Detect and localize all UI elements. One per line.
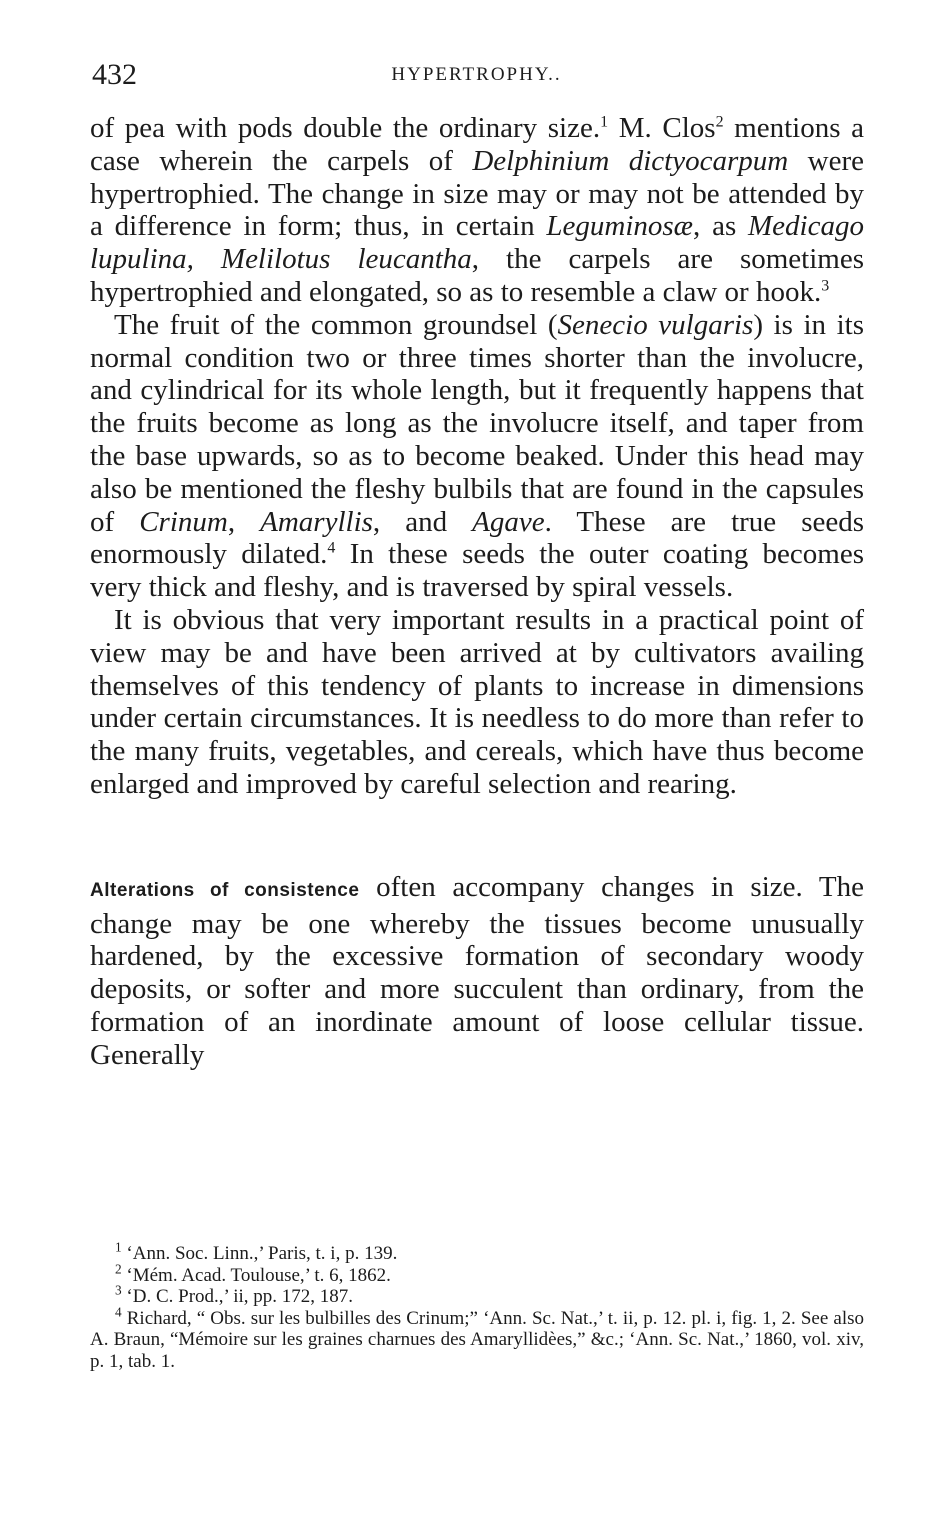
footnote-text: ‘D. C. Prod.,’ ii, pp. 172, 187. xyxy=(121,1286,353,1308)
italic-term: Medicago lupulina, Melilotus leucantha xyxy=(90,210,864,276)
paragraph-1 xyxy=(90,112,864,309)
footnote-text: Richard, “ Obs. sur les bulbilles des Crinum;” ‘Ann. Sc. Nat.,’ t. ii, p. 12. pl. i, fig. 1, 2. See also A. Braun, “Mémoire sur les graines charnues des Amaryllidèes,” &c.; ‘Ann. Sc. Nat.,’ 1860, vol. xiv, p. 1, tab. 1. xyxy=(90,1307,864,1372)
footnote-mark: 3 xyxy=(115,1282,122,1298)
text-run: of pea with pods double the ordinary size. xyxy=(90,112,601,144)
paragraph-3: It is obvious that very important results in a practical point of view may be and have been arrived at by cultivators availing themselves of this tendency of plants to increase in dimensions under certain circumstances. It is needless to do more than refer to the many fruits, vegetables, and cereals, which have thus become enlarged and improved by careful selection and rearing. xyxy=(90,603,864,800)
footnote-mark: 4 xyxy=(115,1304,122,1320)
paragraph-4 xyxy=(90,871,864,1072)
footnotes xyxy=(90,1239,864,1373)
italic-term: Agave xyxy=(472,505,545,538)
italic-term: Leguminosæ xyxy=(546,210,694,243)
footnote-2 xyxy=(90,1261,864,1287)
text-run: mentions a case wherein the carpels of xyxy=(90,112,864,177)
text-run: In these seeds the outer coating becomes very thick and fleshy, and is traversed by spiral vessels. xyxy=(90,538,865,604)
text-run: ) is in its normal condition two or three times shorter than the involucre, and cylindrical for its whole length, but it frequently happens that the fruits become as long as the involucre itself, and taper from the base upwards, so as to become beaked. Under this head may also be mentioned the fleshy bulbils that are found in the capsules of xyxy=(90,308,864,538)
footnote-mark: 1 xyxy=(115,1239,122,1255)
text-run: were hypertrophied. The change in size may or may not be attended by a difference in form; thus, in certain xyxy=(90,144,864,243)
running-head: HYPERTROPHY.. xyxy=(391,64,562,85)
footnote-ref-1: 1 xyxy=(600,113,609,131)
italic-term: Senecio vulgaris xyxy=(557,308,754,341)
run-in-heading: Alterations of consistence xyxy=(90,879,360,901)
footnote-ref-3: 3 xyxy=(821,277,830,295)
footnote-ref-4: 4 xyxy=(327,539,336,557)
footnote-text: ‘Ann. Soc. Linn.,’ Paris, t. i, p. 139. xyxy=(121,1243,398,1264)
section-gap xyxy=(90,801,864,871)
text-run: , the carpels are sometimes hypertrophied and elongated, so as to resemble a claw or hook. xyxy=(90,243,864,308)
footnote-ref-2: 2 xyxy=(715,113,724,131)
text-run: , xyxy=(227,505,261,538)
text-run: M. Clos xyxy=(608,112,716,144)
text-run: The fruit of the common groundsel ( xyxy=(114,308,558,341)
footnote-text: ‘Mém. Acad. Toulouse,’ t. 6, 1862. xyxy=(121,1264,391,1286)
footnote-3 xyxy=(90,1282,864,1308)
paragraph-2 xyxy=(90,309,864,604)
page-header xyxy=(92,58,861,98)
page-number: 432 xyxy=(92,58,137,91)
footnote-4 xyxy=(90,1304,864,1373)
text-run: , as xyxy=(693,210,749,243)
italic-term: Amaryllis xyxy=(260,505,373,538)
text-run: . These are true seeds enormously dilated. xyxy=(90,505,865,571)
italic-term: Delphinium dictyocarpum xyxy=(472,144,789,177)
text-run: often accompany changes in size. The change may be one whereby the tissues become unusually hardened, by the excessive formation of secondary woody deposits, or softer and more succulent than ordinary, from the formation of an inordinate amount of loose cellular tissue. Generally xyxy=(90,870,864,1071)
main-text xyxy=(90,112,864,1072)
footnote-mark: 2 xyxy=(115,1261,122,1277)
text-run: , and xyxy=(372,505,473,538)
italic-term: Crinum xyxy=(139,505,228,538)
footnote-1 xyxy=(90,1239,864,1265)
